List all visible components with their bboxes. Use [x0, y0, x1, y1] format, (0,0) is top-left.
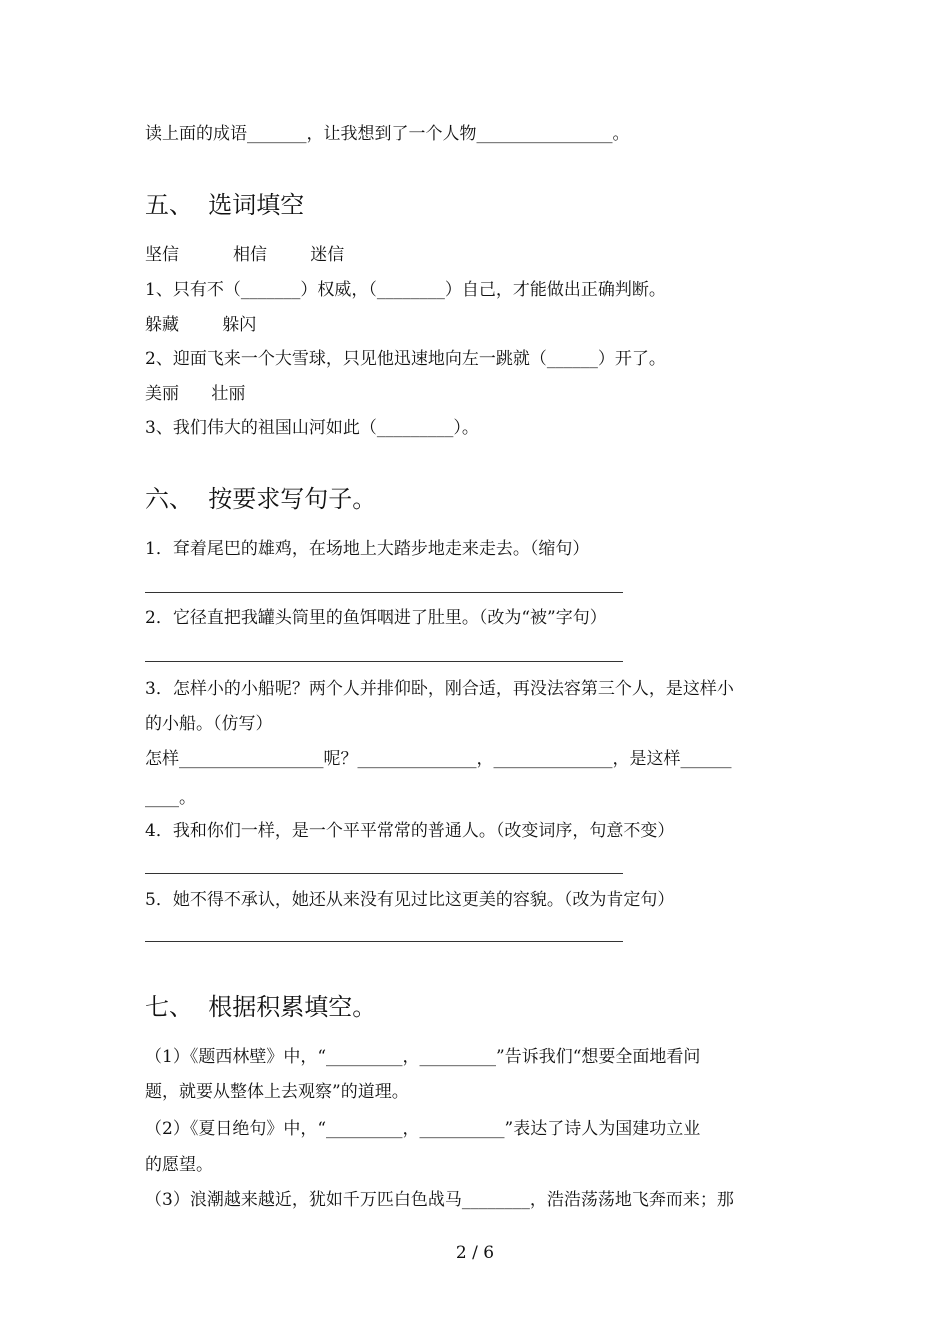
answer-line-5: [145, 941, 623, 942]
section6-question-5: 5．她不得不承认，她还从来没有见过比这更美的容貌。（改为肯定句）: [145, 890, 675, 910]
section5-question-1: 1、只有不（_______）权威，（________）自己，才能做出正确判断。: [145, 280, 666, 300]
section6-question-4: 4．我和你们一样，是一个平平常常的普通人。（改变词序，句意不变）: [145, 821, 675, 841]
intro-line: 读上面的成语_______，让我想到了一个人物________________。: [145, 124, 630, 144]
section6-question-1: 1．耷着尾巴的雄鸡，在场地上大踏步地走来走去。（缩句）: [145, 539, 590, 559]
section7-question-3-line1: （3）浪潮越来越近，犹如千万匹白色战马________，浩浩荡荡地飞奔而来；那: [145, 1190, 734, 1210]
section6-question-3-line1: 3．怎样小的小船呢？两个人并排仰卧，刚合适，再没法容第三个人，是这样小: [145, 679, 734, 699]
section5-word-choices-2: 躲藏 躲闪: [145, 315, 257, 335]
section6-question-3-fill2: ____。: [145, 788, 196, 808]
answer-line-2: [145, 661, 623, 662]
answer-line-4: [145, 873, 623, 874]
section7-heading: 七、 根据积累填空。: [145, 993, 377, 1021]
page-number: 2 / 6: [455, 1243, 495, 1263]
section6-question-2: 2．它径直把我罐头筒里的鱼饵咽进了肚里。（改为“被”字句）: [145, 608, 607, 628]
section5-question-2: 2、迎面飞来一个大雪球，只见他迅速地向左一跳就（______）开了。: [145, 349, 666, 369]
section6-heading: 六、 按要求写句子。: [145, 485, 377, 513]
section7-question-1-line1: （1）《题西林壁》中，“_________，_________”告诉我们“想要全面地看问: [145, 1047, 701, 1067]
section7-question-2-line1: （2）《夏日绝句》中，“_________，__________”表达了诗人为国建功立业: [145, 1119, 701, 1139]
section6-question-3-line2: 的小船。（仿写）: [145, 714, 273, 734]
section5-word-choices-1: 坚信 相信 迷信: [145, 245, 345, 265]
section5-heading: 五、 选词填空: [145, 191, 305, 219]
answer-line-1: [145, 592, 623, 593]
section6-question-3-fill1: 怎样_________________呢？______________，______________，是这样______: [145, 749, 732, 769]
section5-word-choices-3: 美丽 壮丽: [145, 384, 246, 404]
section7-question-1-line2: 题，就要从整体上去观察”的道理。: [145, 1082, 409, 1102]
section5-question-3: 3、我们伟大的祖国山河如此（_________）。: [145, 418, 479, 438]
section7-question-2-line2: 的愿望。: [145, 1155, 213, 1175]
